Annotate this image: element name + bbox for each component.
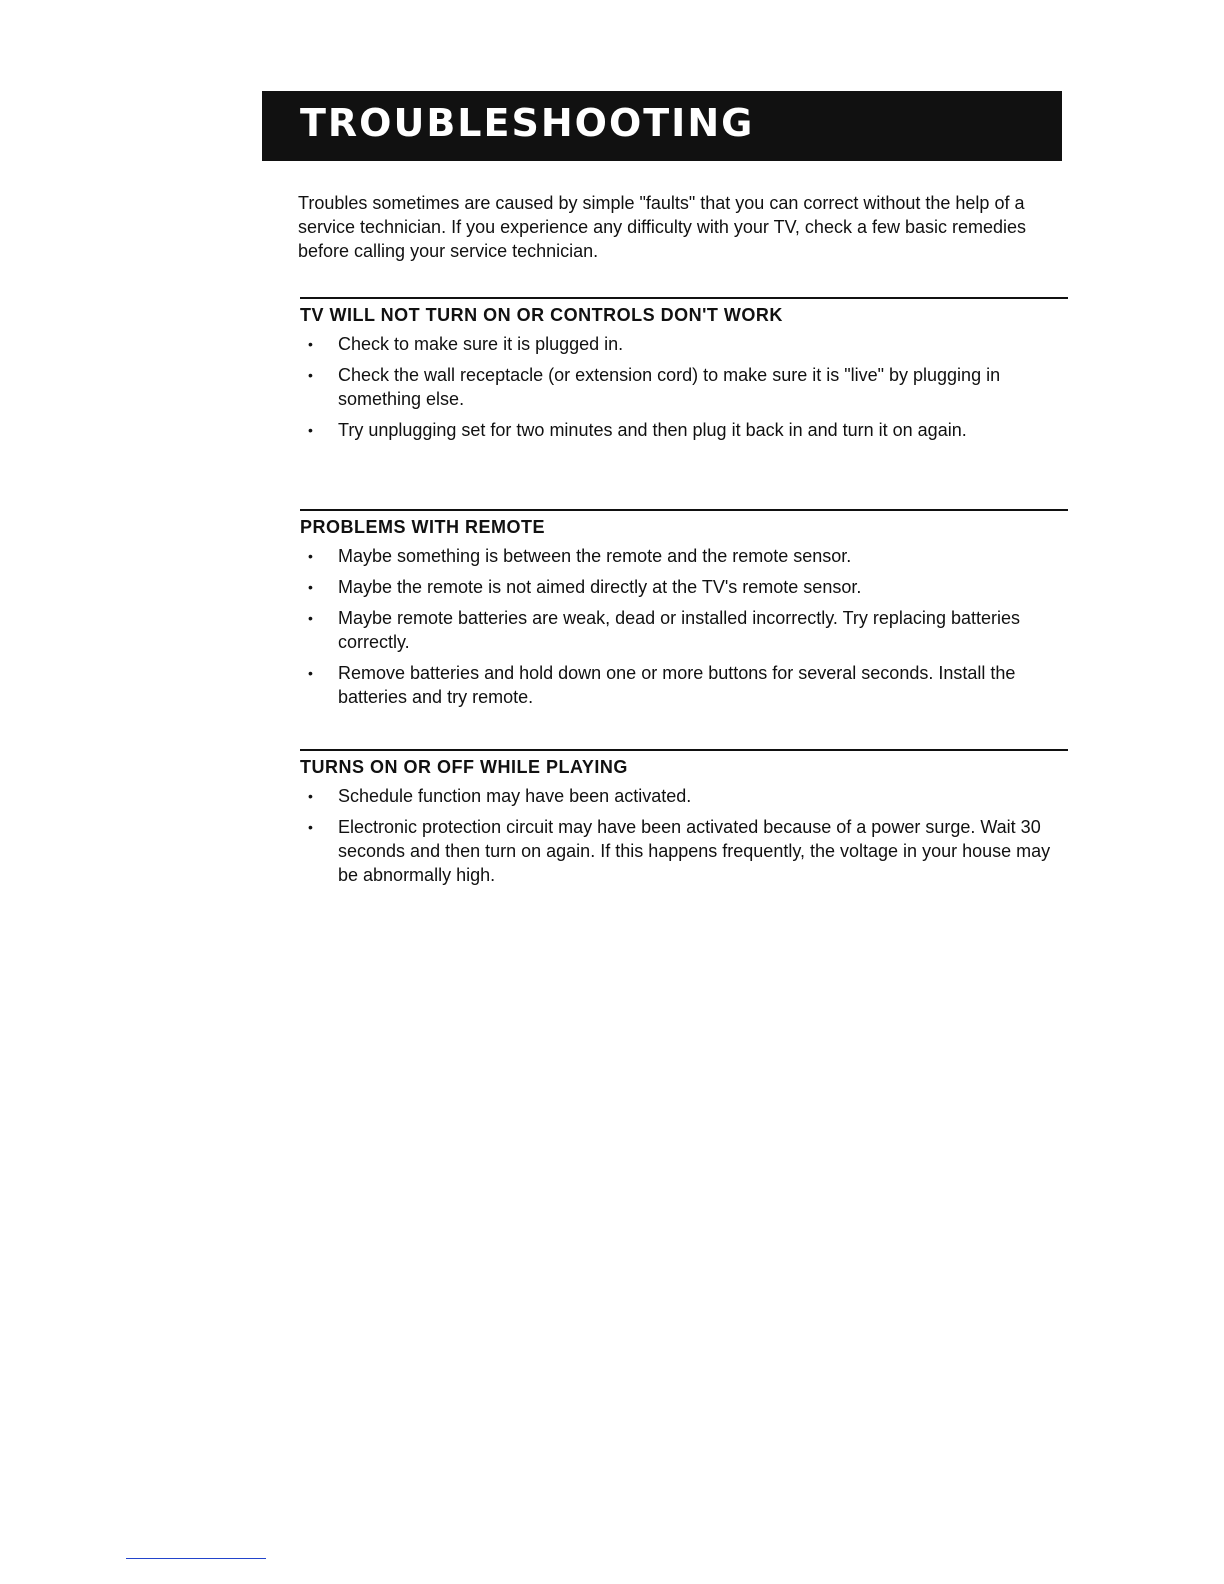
section-turns-on-or-off <box>300 749 1068 894</box>
list-item <box>300 363 1068 411</box>
section-divider <box>300 749 1068 751</box>
bullet-icon: • <box>308 610 313 626</box>
bullet-icon: • <box>308 788 313 804</box>
section-heading: TURNS ON OR OFF WHILE PLAYING <box>300 757 628 777</box>
footer-divider <box>126 1558 266 1559</box>
item-list <box>300 332 1068 442</box>
section-divider <box>300 509 1068 511</box>
title-banner <box>262 91 1062 161</box>
item-text: Check to make sure it is plugged in. <box>338 334 624 354</box>
bullet-icon: • <box>308 422 313 438</box>
item-text: Maybe remote batteries are weak, dead or installed incorrectly. Try replacing batteries correctly. <box>338 608 1020 652</box>
bullet-icon: • <box>308 665 313 681</box>
page-title: TROUBLESHOOTING <box>300 101 755 145</box>
section-divider <box>300 297 1068 299</box>
section-tv-will-not-turn-on <box>300 297 1068 449</box>
section-heading: PROBLEMS WITH REMOTE <box>300 517 545 537</box>
list-item <box>300 784 1068 808</box>
section-heading: TV WILL NOT TURN ON OR CONTROLS DON'T WORK <box>300 305 783 325</box>
bullet-icon: • <box>308 548 313 564</box>
bullet-icon: • <box>308 367 313 383</box>
section-problems-with-remote <box>300 509 1068 716</box>
list-item <box>300 661 1068 709</box>
item-list <box>300 784 1068 887</box>
list-item <box>300 418 1068 442</box>
item-text: Electronic protection circuit may have been activated because of a power surge. Wait 30 seconds and then turn on again. If this happens frequently, the voltage in your house may be abnormally high. <box>338 817 1051 885</box>
bullet-icon: • <box>308 579 313 595</box>
item-list <box>300 544 1068 709</box>
list-item <box>300 606 1068 654</box>
list-item <box>300 815 1068 887</box>
bullet-icon: • <box>308 336 313 352</box>
list-item <box>300 544 1068 568</box>
item-text: Check the wall receptacle (or extension cord) to make sure it is "live" by plugging in something else. <box>338 365 1001 409</box>
item-text: Schedule function may have been activated. <box>338 786 692 806</box>
list-item <box>300 332 1068 356</box>
item-text: Maybe the remote is not aimed directly at the TV's remote sensor. <box>338 577 862 597</box>
item-text: Remove batteries and hold down one or more buttons for several seconds. Install the batteries and try remote. <box>338 663 1016 707</box>
bullet-icon: • <box>308 819 313 835</box>
item-text: Try unplugging set for two minutes and then plug it back in and turn it on again. <box>338 420 967 440</box>
intro-paragraph: Troubles sometimes are caused by simple "faults" that you can correct without the help of a service technician. If you experience any difficulty with your TV, check a few basic remedies before calling your service technician. <box>298 193 1027 261</box>
list-item <box>300 575 1068 599</box>
item-text: Maybe something is between the remote and the remote sensor. <box>338 546 852 566</box>
